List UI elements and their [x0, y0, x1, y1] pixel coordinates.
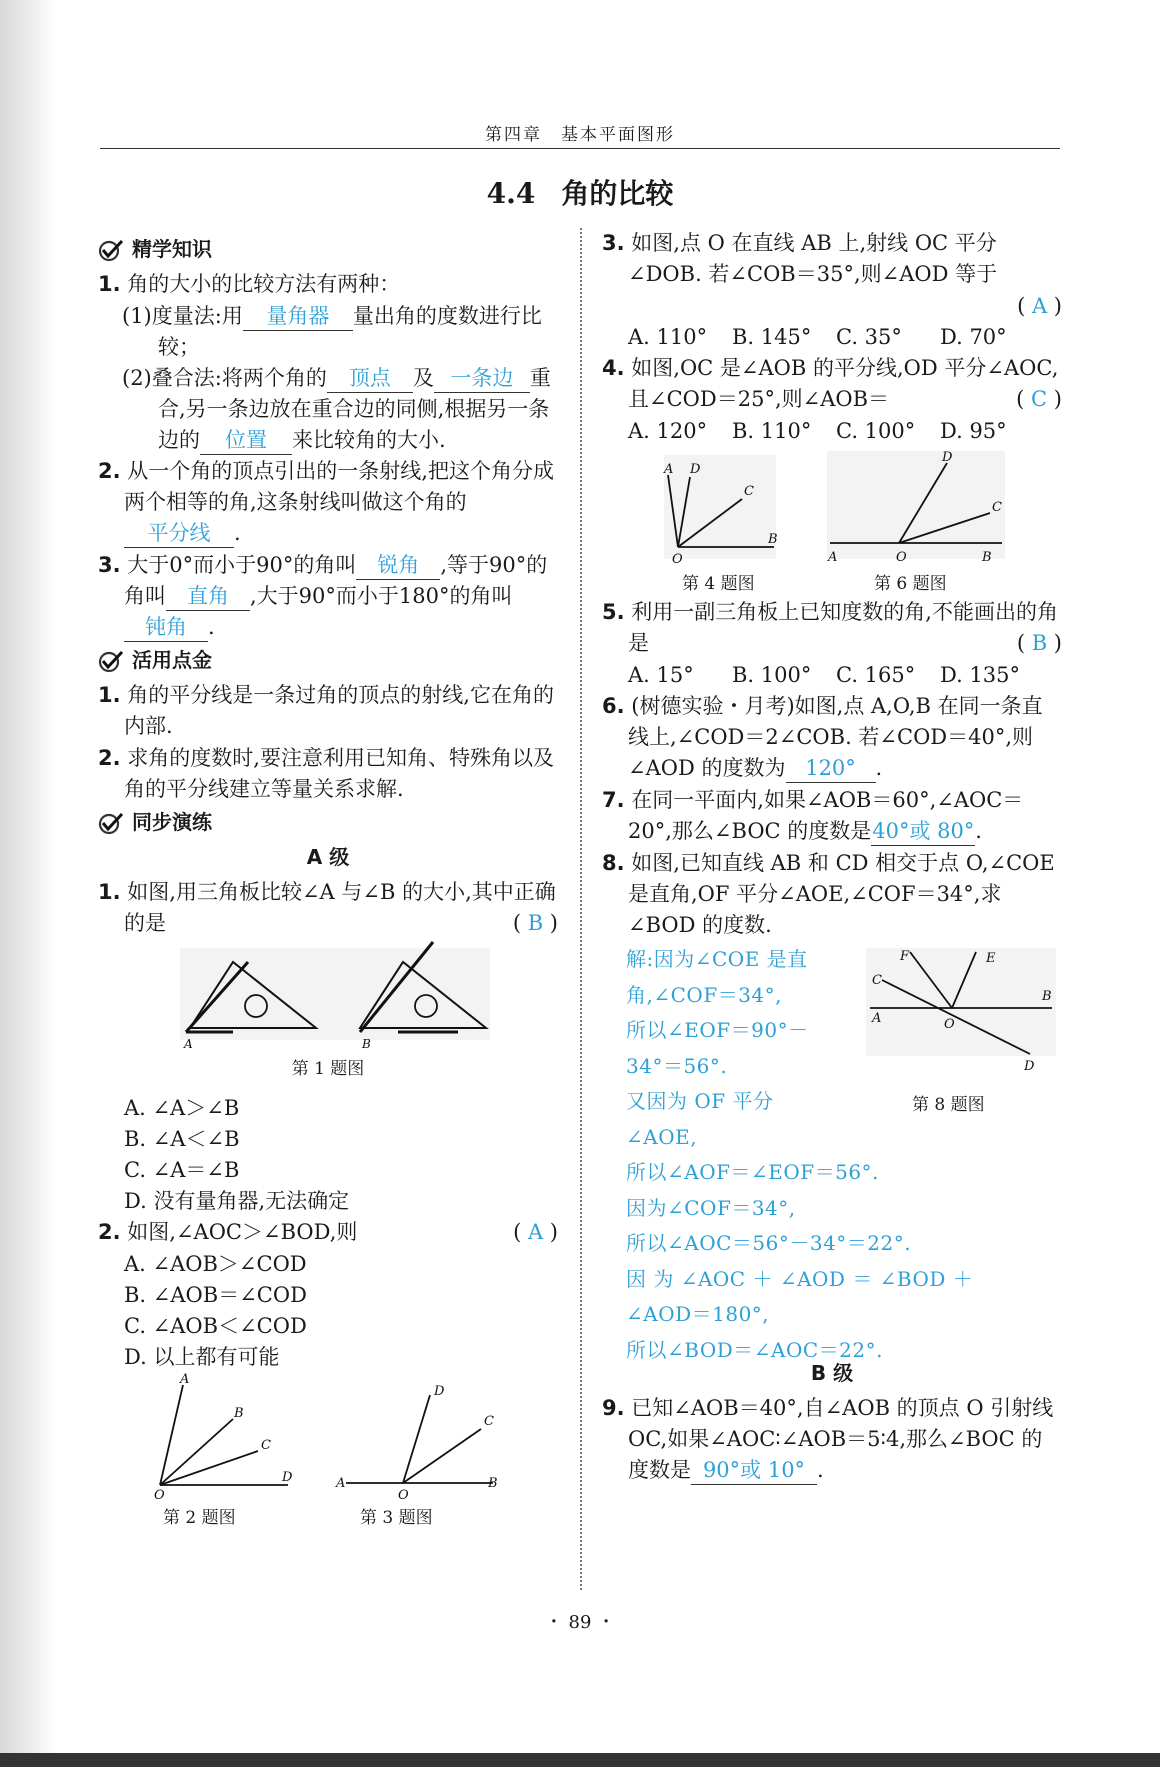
option: B. ∠AOB＝∠COD [124, 1283, 307, 1307]
svg-text:B: B [234, 1406, 244, 1421]
svg-text:D: D [690, 462, 701, 477]
exercise-3: 3. 如图,点 O 在直线 AB 上,射线 OC 平分∠DOB. 若∠COB＝35°,则∠AOD 等于 [602, 231, 998, 286]
figure-4-caption: 第 4 题图 [682, 574, 755, 594]
option: B. 110° [732, 419, 812, 443]
blank-answer: 90°或 10° [691, 1457, 817, 1485]
svg-text:A: A [664, 462, 674, 477]
blank-answer: 钝角 [124, 614, 208, 642]
blank-answer: 40°或 80° [871, 818, 975, 846]
tip-item-2: 2. 求角的度数时,要注意利用已知角、特殊角以及角的平分线建立等量关系求解. [98, 746, 554, 801]
knowledge-item-3: 3. 大于0°而小于90°的角叫 锐角 ,等于90°的角叫 直角 ,大于90°而小于180°的角叫钝角 . [98, 550, 558, 643]
checkmark-icon [98, 811, 124, 835]
knowledge-1a: (1)度量法:用 量角器 量出角的度数进行比较； [122, 304, 542, 359]
svg-text:A: A [872, 1011, 882, 1026]
svg-text:C: C [261, 1438, 271, 1453]
exercise-5: 5. 利用一副三角板上已知度数的角,不能画出的角是 ( B ) [602, 600, 1062, 655]
exercise-5-options [602, 660, 1062, 691]
choice-answer: A [1031, 294, 1048, 318]
option: D. 95° [940, 419, 1007, 443]
option: B. ∠A＜∠B [124, 1127, 240, 1151]
blank-answer: 锐角 [356, 552, 440, 580]
exercise-3-options [602, 322, 1062, 353]
choice-answer: B [1031, 631, 1048, 655]
figure-8-caption: 第 8 题图 [912, 1095, 985, 1115]
exercise-1: 1. 如图,用三角板比较∠A 与∠B 的大小,其中正确的是 ( B ) [98, 880, 558, 935]
option: A. 120° [628, 419, 708, 443]
svg-text:O: O [672, 552, 683, 567]
exercise-7: 7. 在同一平面内,如果∠AOB＝60°,∠AOC＝20°,那么∠BOC 的度数是40°或 80°. [602, 785, 1062, 847]
blank-answer: 120° [786, 755, 876, 783]
section-name: 角的比较 [561, 177, 674, 210]
option: C. 165° [836, 663, 916, 687]
solution-part-2: 所以∠AOF＝∠EOF＝56°. 因为∠COF＝34°, 所以∠AOC＝56°－34°＝22°. 因 为 ∠AOC ＋ ∠AOD ＝ ∠BOD ＋ ∠AOD＝180°, 所以∠BOD＝∠AOC＝22°. [626, 1160, 974, 1362]
svg-text:B: B [982, 550, 992, 565]
option: A. 110° [628, 325, 708, 349]
exercise-2: 2. 如图,∠AOC＞∠BOD,则 ( A ) [98, 1220, 558, 1244]
level-b-label: B 级 [810, 1361, 854, 1385]
solution-part-1: 解:因为∠COE 是直 角,∠COF＝34°, 所以∠EOF＝90°－ 34°＝56°. 又因为 OF 平分 ∠AOE, [626, 947, 809, 1149]
svg-text:A: A [336, 1476, 346, 1491]
blank-answer: 一条边 [434, 365, 530, 393]
option: D. 135° [940, 663, 1021, 687]
figures-4-6-captions [602, 567, 1062, 597]
choice-answer: A [527, 1220, 544, 1244]
figure-1 [98, 940, 558, 1050]
svg-text:O: O [944, 1017, 955, 1032]
bottom-edge [0, 1753, 1160, 1767]
knowledge-item-1: 1. 角的大小的比较方法有两种： [98, 272, 401, 296]
exercise-8-solution-area [602, 942, 1062, 1362]
figure-3-caption: 第 3 题图 [360, 1508, 433, 1528]
exercise-6: 6. (树德实验・月考)如图,点 A,O,B 在同一条直线上,∠COD＝2∠COB. 若∠COD＝40°,则∠AOD 的度数为 120° . [602, 691, 1062, 784]
figures-4-6 [602, 447, 1062, 567]
blank-answer: 平分线 [124, 520, 234, 548]
blank-answer: 位置 [200, 427, 292, 455]
option: C. 35° [836, 325, 902, 349]
header-rule [100, 148, 1060, 149]
svg-text:D: D [1024, 1059, 1035, 1074]
figure-8 [860, 944, 1060, 1084]
svg-text:F: F [900, 949, 910, 964]
heading-practice: 同步演练 [98, 807, 558, 838]
exercise-9: 9. 已知∠AOB＝40°,自∠AOB 的顶点 O 引射线 OC,如果∠AOC∶∠AOB＝5∶4,那么∠BOC 的度数是 90°或 10° . [602, 1393, 1062, 1486]
exercise-4: 4. 如图,OC 是∠AOB 的平分线,OD 平分∠AOC,且∠COD＝25°,则∠AOB＝ ( C ) [602, 356, 1062, 411]
svg-text:D: D [434, 1384, 445, 1399]
right-column [602, 228, 1062, 1487]
choice-answer: B [527, 911, 544, 935]
section-number: 4.4 [486, 177, 536, 210]
option: D. 70° [940, 325, 1007, 349]
exercise-8: 8. 如图,已知直线 AB 和 CD 相交于点 O,∠COE 是直角,OF 平分∠AOE,∠COF＝34°,求∠BOD 的度数. [602, 851, 1055, 937]
svg-text:C: C [872, 973, 882, 988]
svg-text:A: A [828, 550, 838, 565]
figure-1-caption: 第 1 题图 [291, 1059, 365, 1079]
checkmark-icon [98, 649, 124, 673]
page-number: ・ 89 ・ [544, 1612, 616, 1633]
blank-answer: 顶点 [327, 365, 413, 393]
svg-text:O: O [154, 1488, 165, 1503]
column-divider [580, 228, 582, 1590]
page-shadow [0, 0, 55, 1767]
heading-knowledge: 精学知识 [98, 234, 558, 265]
knowledge-1b: (2)叠合法:将两个角的 顶点 及 一条边 重合,另一条边放在重合边的同侧,根据另一条边的 位置 来比较角的大小. [98, 363, 558, 456]
svg-text:C: C [744, 484, 754, 499]
level-a-label: A 级 [306, 845, 350, 869]
figure-2-caption: 第 2 题图 [163, 1508, 236, 1528]
svg-text:E: E [986, 951, 996, 966]
section-title [100, 172, 1060, 212]
choice-answer: C [1031, 387, 1048, 411]
svg-text:B: B [768, 532, 778, 547]
option: D. 没有量角器,无法确定 [124, 1189, 350, 1213]
svg-text:A: A [184, 1037, 193, 1050]
option: A. 15° [628, 663, 694, 687]
left-column [98, 232, 558, 1527]
heading-tips: 活用点金 [98, 645, 558, 676]
svg-text:D: D [942, 450, 953, 465]
option: A. ∠A＞∠B [124, 1096, 240, 1120]
blank-answer: 直角 [166, 583, 250, 611]
checkmark-icon [98, 238, 124, 262]
option: C. ∠AOB＜∠COD [124, 1314, 307, 1338]
exercise-4-options [602, 416, 1062, 447]
svg-text:A: A [180, 1373, 190, 1387]
svg-text:B: B [488, 1476, 498, 1491]
option: C. ∠A＝∠B [124, 1158, 240, 1182]
svg-text:O: O [896, 550, 907, 565]
exercise-3-answer-row: ( A ) [1017, 294, 1062, 318]
svg-text:C: C [992, 500, 1002, 515]
svg-text:B: B [362, 1037, 371, 1050]
running-head: 第四章 基本平面图形 [485, 125, 675, 145]
figure-6-caption: 第 6 题图 [874, 574, 947, 594]
svg-text:O: O [398, 1488, 409, 1503]
option: C. 100° [836, 419, 916, 443]
blank-answer: 量角器 [243, 303, 353, 331]
option: B. 100° [732, 663, 812, 687]
svg-text:B: B [1042, 989, 1052, 1004]
knowledge-item-2: 2. 从一个角的顶点引出的一条射线,把这个角分成两个相等的角,这条射线叫做这个角的平分线 . [98, 456, 558, 549]
tip-item-1: 1. 角的平分线是一条过角的顶点的射线,它在角的内部. [98, 683, 554, 738]
svg-text:C: C [484, 1414, 494, 1429]
option: D. 以上都有可能 [124, 1345, 280, 1369]
figures-2-3 [98, 1373, 558, 1503]
svg-text:D: D [282, 1470, 293, 1485]
figures-2-3-captions [98, 1503, 558, 1527]
option: B. 145° [732, 325, 812, 349]
option: A. ∠AOB＞∠COD [124, 1252, 307, 1276]
